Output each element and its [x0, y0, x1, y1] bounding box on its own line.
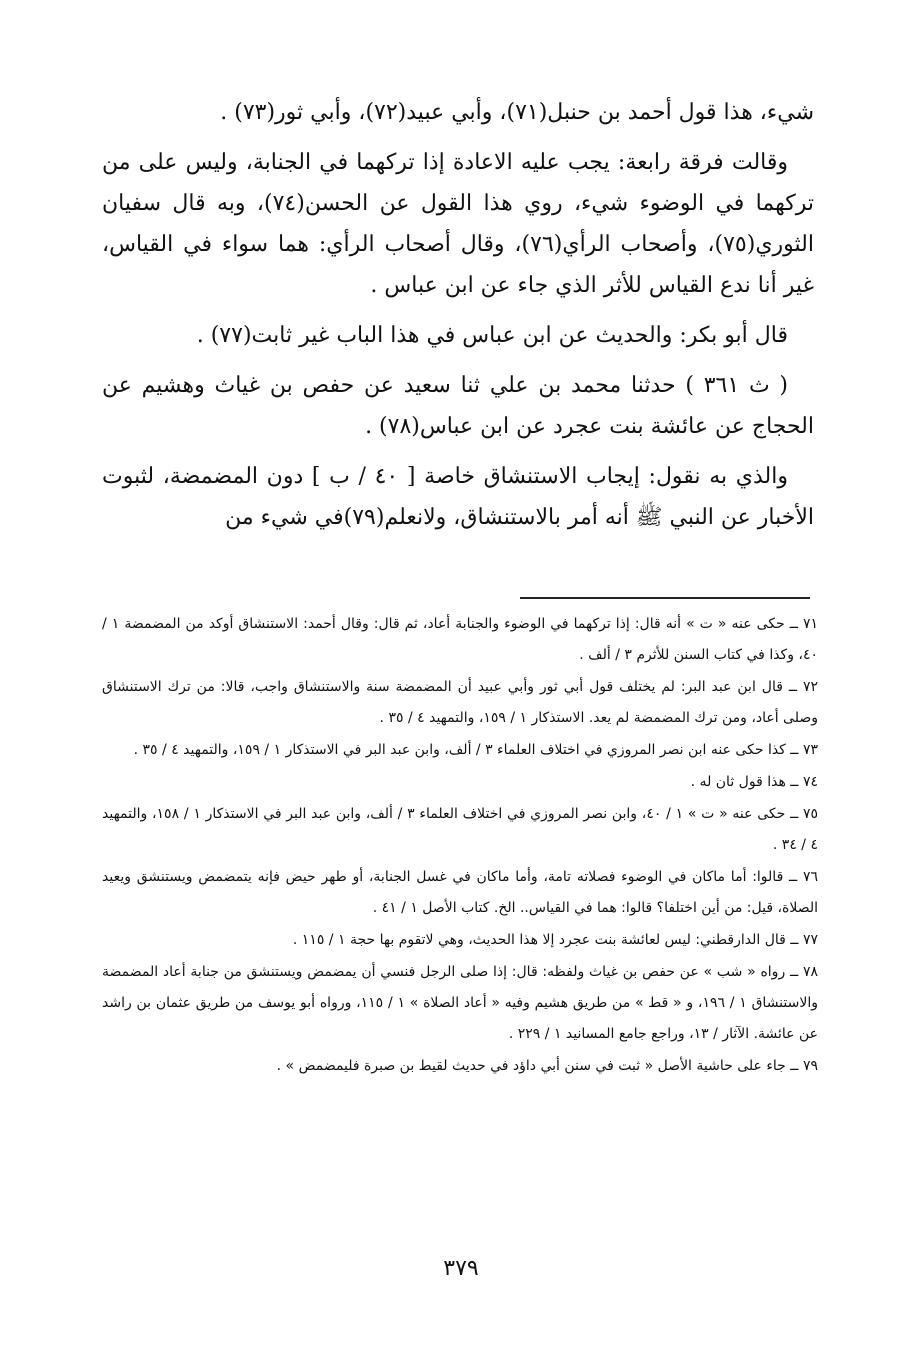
footnote: ٧٥ ــ حكى عنه « ت » ١ / ٤٠، وابن نصر المروزي في اختلاف العلماء ٣ / ألف، وابن عبد البر في الاستذكار ١ / ١٥٨، والتمهيد ٤ / ٣٤ . [102, 806, 819, 853]
footnote: ٧٨ ــ رواه « شب » عن حفص بن غياث ولفظه: قال: إذا صلى الرجل فنسي أن يمضمض ويستنشق من جنابة أعاد المضمضة والاستنشاق ١ / ١٩٦، و « قط » من طريق هشيم وفيه « أعاد الصلاة » ١ / ١١٥، ورواه أبو يوسف من طريق عثمان بن راشد عن عائشة. الآثار / ١٣، وراجع جامع المسانيد ١ / ٢٢٩ . [102, 964, 818, 1042]
footnote-divider [520, 597, 810, 599]
footnote: ٧١ ــ حكى عنه « ت » أنه قال: إذا تركهما في الوضوء والجنابة أعاد، ثم قال: وقال أحمد: الاستنشاق أوكد من المضمضة ١ / ٤٠، وكذا في كتاب السنن للأثرم ٣ / ألف . [102, 616, 819, 663]
main-paragraph: ( ث ٣٦١ ) حدثنا محمد بن علي ثنا سعيد عن حفص بن غياث وهشيم عن الحجاج عن عائشة بنت عجرد عن ابن عباس(٧٨) . [102, 373, 814, 439]
main-paragraph: والذي به نقول: إيجاب الاستنشاق خاصة [ ٤٠ / ب ] دون المضمضة، لثبوت الأخبار عن النبي ﷺ أنه أمر بالاستنشاق، ولانعلم(٧٩)في شيء من [102, 464, 814, 530]
footnotes [102, 609, 818, 1082]
main-paragraph: شيء، هذا قول أحمد بن حنبل(٧١)، وأبي عبيد(٧٢)، وأبي ثور(٧٣) . [220, 100, 814, 125]
footnote: ٧٤ ــ هذا قول ثان له . [690, 774, 818, 790]
footnote: ٧٩ ــ جاء على حاشية الأصل « ثبت في سنن أبي داؤد في حديث لقيط بن صبرة فليمضمض » . [276, 1058, 818, 1074]
main-paragraph: قال أبو بكر: والحديث عن ابن عباس في هذا الباب غير ثابت(٧٧) . [196, 323, 788, 348]
main-text [102, 92, 814, 538]
page-number: ٣٧٩ [443, 1256, 479, 1281]
footnote: ٧٦ ــ قالوا: أما ماكان في الوضوء فصلاته تامة، وأما ماكان في غسل الجنابة، أو طهر حيض فإنه يتمضمض ويستنشق ويعيد الصلاة، قيل: من أين اختلفا؟ قالوا: هما في القياس.. الخ. كتاب الأصل ١ / ٤١ . [102, 869, 818, 916]
footnote: ٧٣ ــ كذا حكى عنه ابن نصر المروزي في اختلاف العلماء ٣ / ألف، وابن عبد البر في الاستذكار ١ / ١٥٩، والتمهيد ٤ / ٣٥ . [133, 742, 818, 758]
footnote: ٧٧ ــ قال الدارقطني: ليس لعائشة بنت عجرد إلا هذا الحديث، وهي لاتقوم بها حجة ١ / ١١٥ . [292, 932, 818, 948]
footnote: ٧٢ ــ قال ابن عبد البر: لم يختلف قول أبي ثور وأبي عبيد أن المضمضة سنة والاستنشاق واجب، قالا: من ترك الاستنشاق وصلى أعاد، ومن ترك المضمضة لم يعد. الاستذكار ١ / ١٥٩، والتمهيد ٤ / ٣٥ . [102, 679, 818, 726]
main-paragraph: وقالت فرقة رابعة: يجب عليه الاعادة إذا تركهما في الجنابة، وليس على من تركهما في الوضوء شيء، روي هذا القول عن الحسن(٧٤)، وبه قال سفيان الثوري(٧٥)، وأصحاب الرأي(٧٦)، وقال أصحاب الرأي: هما سواء في القياس، غير أنا ندع القياس للأثر الذي جاء عن ابن عباس . [102, 150, 814, 298]
